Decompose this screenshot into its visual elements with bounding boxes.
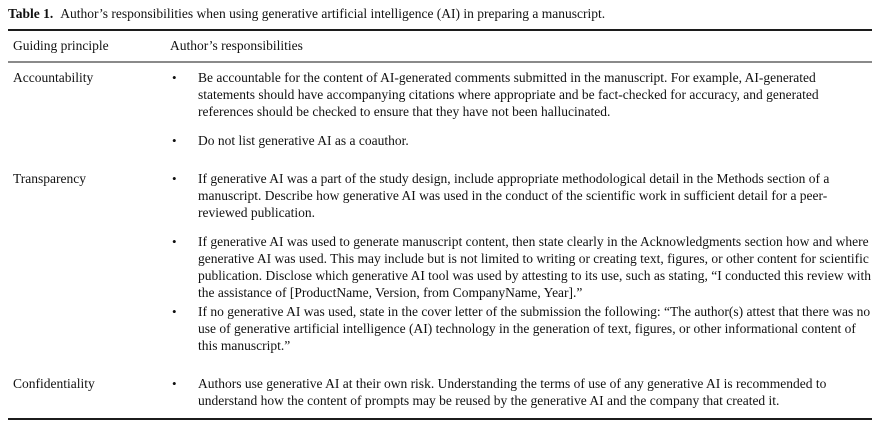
bullet-text: Authors use generative AI at their own risk. Understanding the terms of use of any generative AI is recommended to understand how the content of prompts may be reused by the generative AI and the company that created it. (198, 376, 827, 408)
table-caption-text: Author’s responsibilities when using generative artificial intelligence (AI) in preparing a manuscript. (60, 6, 606, 21)
list-item (166, 233, 872, 301)
bullet-text: If generative AI was used to generate manuscript content, then state clearly in the Acknowledgments section how and where generative AI was used. This may include but is not limited to writing or creating text, figures, or other content for scientific publication. Disclose which generative AI tool was used by attesting to its use, such as stating, “I conducted this review with the assistance of [ProductName, Version, from CompanyName, Year].” (198, 234, 871, 300)
principle-label: Confidentiality (13, 376, 95, 391)
list-item (166, 303, 872, 354)
table-row-transparency (8, 170, 872, 354)
bullet-icon: • (172, 304, 177, 319)
bullet-text: Do not list generative AI as a coauthor. (198, 133, 409, 148)
table-row-accountability (8, 63, 872, 149)
bullet-icon: • (172, 376, 177, 391)
bullet-icon: • (172, 234, 177, 249)
list-item (166, 375, 872, 409)
responsibility-list (166, 69, 872, 149)
list-item (166, 69, 872, 120)
principle-label: Accountability (13, 70, 94, 85)
bullet-icon: • (172, 133, 177, 148)
bullet-text: If generative AI was a part of the study design, include appropriate methodological detail in the Methods section of a manuscript. Describe how generative AI was used in the conduct of the scientific work in sufficient detail for a peer-reviewed publication. (198, 171, 830, 220)
table-bottom-rule (8, 418, 872, 420)
responsibility-list (166, 375, 872, 409)
bullet-icon: • (172, 171, 177, 186)
column-header-author-responsibilities: Author’s responsibilities (170, 38, 303, 53)
table-body (8, 63, 872, 418)
bullet-icon: • (172, 70, 177, 85)
table-header-row (8, 31, 872, 61)
bullet-text: If no generative AI was used, state in the cover letter of the submission the following: “The author(s) attest that there was no use of generative artificial intelligence (AI) technology in the generation of text, figures, or other informational content of this manuscript.” (198, 304, 871, 353)
responsibility-list (166, 170, 872, 354)
column-header-guiding-principle: Guiding principle (13, 38, 109, 53)
list-item (166, 132, 872, 149)
principle-label: Transparency (13, 171, 86, 186)
list-item (166, 170, 872, 221)
table-caption-label: Table 1. (8, 6, 54, 21)
table-row-confidentiality (8, 375, 872, 418)
bullet-text: Be accountable for the content of AI-generated comments submitted in the manuscript. For example, AI-generated statements should have accompanying citations where appropriate and be fact-checked for accuracy, and generated references should be checked to ensure that they have not been hallucinated. (198, 70, 819, 119)
table-caption (8, 0, 872, 22)
